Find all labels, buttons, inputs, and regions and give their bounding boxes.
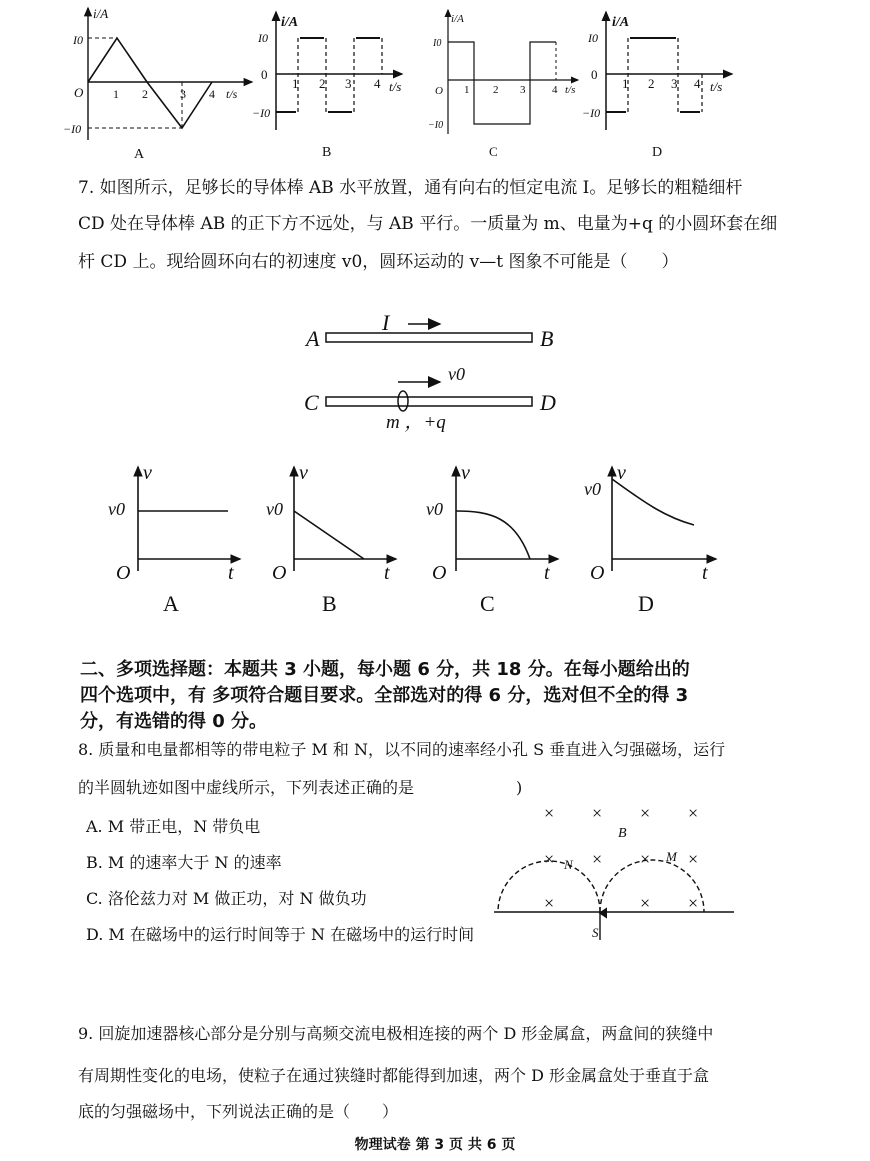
q8-line-2: 的半圆轨迹如图中虚线所示，下列表述正确的是 <box>78 778 415 797</box>
graph-d-x-label: t/s <box>710 79 723 94</box>
graph-d-zero: 0 <box>591 67 598 82</box>
graph-b-zero: 0 <box>261 67 268 82</box>
graph-b-tick-2: 2 <box>319 76 326 91</box>
q8-option-b: B. M 的速率大于 N 的速率 <box>86 853 282 872</box>
q7-line-2: CD 处在导体棒 AB 的正下方不远处，与 AB 平行。一质量为 m、电量为+q 的小圆环套在细 <box>78 214 778 234</box>
vt-a-v0: v0 <box>108 499 125 519</box>
graph-a-origin: O <box>74 85 84 100</box>
section2-line-3: 分，有选错的得 0 分。 <box>80 711 268 732</box>
q8-line-1: 8. 质量和电量都相等的带电粒子 M 和 N，以不同的速率经小孔 S 垂直进入匀强磁场，运行 <box>78 740 726 759</box>
svg-text:×: × <box>688 849 699 869</box>
graph-d-tick-3: 3 <box>671 76 678 91</box>
vt-d-t: t <box>702 562 708 584</box>
velocity-label: v0 <box>448 364 465 384</box>
graph-c-tick-3: 3 <box>520 84 526 96</box>
graph-a-tick-3: 3 <box>180 87 186 101</box>
current-label: I <box>382 310 390 335</box>
rod-cd <box>326 397 532 406</box>
vt-b-v: v <box>299 462 308 484</box>
field-b-label: B <box>618 826 627 841</box>
graph-b-tick-3: 3 <box>345 76 352 91</box>
vt-c-v: v <box>461 462 470 484</box>
svg-text:×: × <box>544 803 555 823</box>
graph-c <box>448 10 578 134</box>
graph-a-tick-1: 1 <box>113 87 119 101</box>
svg-text:×: × <box>640 803 651 823</box>
graph-d-i0: I0 <box>588 31 598 45</box>
graph-b-tick-4: 4 <box>374 76 381 91</box>
vt-b-v0: v0 <box>266 499 283 519</box>
graph-d-y-label: i/A <box>612 15 630 30</box>
q9-line-3: 底的匀强磁场中，下列说法正确的是（ ） <box>78 1102 399 1121</box>
graph-a-tick-2: 2 <box>142 87 148 101</box>
graph-c-y-label: i/A <box>451 13 464 25</box>
section2-line-2: 四个选项中，有 多项符合题目要求。全部选对的得 6 分，选对但不全的得 3 <box>80 685 689 706</box>
graph-a <box>88 8 252 140</box>
graph-d-caption: D <box>652 145 663 160</box>
graph-a-tick-4: 4 <box>209 87 215 101</box>
svg-text:×: × <box>640 893 651 913</box>
svg-text:×: × <box>544 893 555 913</box>
vt-a-origin: O <box>116 562 131 584</box>
svg-text:×: × <box>544 849 555 869</box>
ring-label: m ，+q <box>386 412 446 433</box>
vt-a-caption: A <box>163 591 179 616</box>
vt-graph-a <box>138 467 240 571</box>
label-a: A <box>306 326 320 351</box>
graph-a-y-label: i/A <box>93 6 109 21</box>
graph-c-tick-1: 1 <box>464 84 470 96</box>
graph-b-y-label: i/A <box>281 15 299 30</box>
vt-graph-c <box>456 467 558 571</box>
q7-line-3: 杆 CD 上。现给圆环向右的初速度 v0，圆环运动的 v—t 图象不可能是（ ） <box>78 252 679 272</box>
current-graphs <box>0 0 870 170</box>
vt-b-t: t <box>384 562 390 584</box>
graph-c-tick-2: 2 <box>493 84 499 96</box>
vt-graph-d <box>612 467 716 571</box>
graph-b-caption: B <box>322 145 332 160</box>
graph-d-tick-1: 1 <box>622 76 629 91</box>
graph-c-x-label: t/s <box>565 84 576 96</box>
rod-ab <box>326 333 532 342</box>
vt-a-v: v <box>143 462 152 484</box>
svg-text:×: × <box>688 803 699 823</box>
vt-d-caption: D <box>638 591 654 616</box>
svg-text:×: × <box>688 893 699 913</box>
vt-a-t: t <box>228 562 234 584</box>
vt-d-origin: O <box>590 562 605 584</box>
graph-b-tick-1: 1 <box>292 76 299 91</box>
rod-ring-setup <box>290 300 580 440</box>
graph-c-neg-i0: −I0 <box>428 120 444 131</box>
label-b: B <box>540 326 554 351</box>
q9-line-2: 有周期性变化的电场，使粒子在通过狭缝时都能得到加速，两个 D 形金属盒处于垂直于盒 <box>78 1066 710 1085</box>
graph-a-x-label: t/s <box>226 87 238 101</box>
q7-line-1: 7. 如图所示，足够长的导体棒 AB 水平放置，通有向右的恒定电流 I。足够长的粗糙细杆 <box>78 178 743 198</box>
section2-line-1: 二、多项选择题：本题共 3 小题，每小题 6 分，共 18 分。在每小题给出的 <box>80 659 690 680</box>
graph-c-origin: O <box>435 85 443 97</box>
vt-b-origin: O <box>272 562 287 584</box>
vt-c-v0: v0 <box>426 499 443 519</box>
q8-option-d: D. M 在磁场中的运行时间等于 N 在磁场中的运行时间 <box>86 925 475 944</box>
orbit-m-label: M <box>666 849 677 864</box>
graph-c-caption: C <box>489 144 498 159</box>
vt-b-caption: B <box>322 591 337 616</box>
graph-c-tick-4: 4 <box>552 84 558 96</box>
q8-option-c: C. 洛伦兹力对 M 做正功，对 N 做负功 <box>86 889 367 908</box>
vt-c-t: t <box>544 562 550 584</box>
label-c: C <box>304 390 319 415</box>
graph-d-neg-i0: −I0 <box>582 106 601 120</box>
vt-d-v0: v0 <box>584 479 601 499</box>
graph-a-i0: I0 <box>73 33 83 47</box>
graph-b-neg-i0: −I0 <box>252 106 271 120</box>
orbit-n-label: N <box>564 857 573 872</box>
label-d: D <box>540 390 556 415</box>
hole-s-label: S <box>592 925 599 940</box>
graph-d-tick-2: 2 <box>648 76 655 91</box>
magnetic-field-figure <box>488 795 738 945</box>
vt-graphs <box>90 455 750 620</box>
graph-b-i0: I0 <box>258 31 268 45</box>
graph-b-x-label: t/s <box>389 79 402 94</box>
page-footer: 物理试卷 第 3 页 共 6 页 <box>354 1137 516 1153</box>
q9-line-1: 9. 回旋加速器核心部分是分别与高频交流电极相连接的两个 D 形金属盒，两盒间的狭缝中 <box>78 1024 714 1043</box>
svg-text:×: × <box>592 803 603 823</box>
vt-graph-b <box>294 467 396 571</box>
q8-answer-paren: ) <box>516 778 523 797</box>
vt-d-v: v <box>617 462 626 484</box>
graph-a-caption: A <box>134 147 145 162</box>
graph-d-tick-4: 4 <box>694 76 701 91</box>
vt-c-caption: C <box>480 591 495 616</box>
graph-a-neg-i0: −I0 <box>63 122 82 136</box>
svg-text:×: × <box>592 849 603 869</box>
vt-c-origin: O <box>432 562 447 584</box>
svg-text:×: × <box>640 849 651 869</box>
graph-c-i0: I0 <box>433 38 442 49</box>
q8-option-a: A. M 带正电，N 带负电 <box>86 817 261 836</box>
